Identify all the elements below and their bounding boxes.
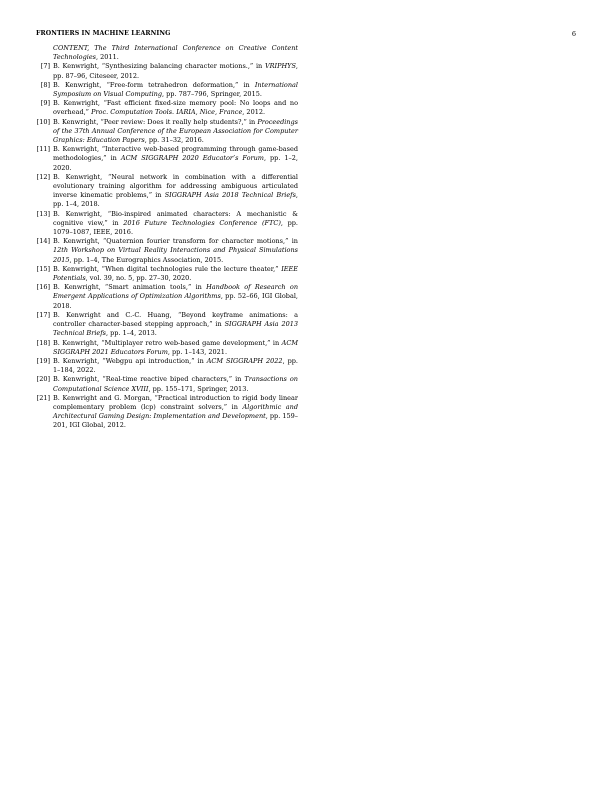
reference-venue: IEEE Potentials — [53, 264, 298, 283]
reference-text: , pp. 1–143, 2021. — [167, 347, 228, 356]
reference-text: B. Kenwright, “Webgpu api introduction,” in — [53, 356, 207, 365]
reference-text: B. Kenwright, “Smart animation tools,” in — [53, 283, 207, 292]
reference-number: [8] — [40, 80, 50, 89]
reference-text: , pp. 155–171, Springer, 2013. — [148, 384, 249, 393]
reference-number: [18] — [36, 338, 50, 347]
reference-entry — [36, 237, 298, 265]
reference-list — [36, 44, 298, 431]
reference-number: [14] — [36, 237, 50, 246]
reference-text: , vol. 39, no. 5, pp. 27–30, 2020. — [85, 274, 192, 283]
page-number: 6 — [571, 30, 576, 38]
reference-venue: 2016 Future Technologies Conference (FTC) — [123, 218, 281, 227]
reference-text: , pp. 87–96, Citeseer, 2012. — [53, 62, 298, 80]
reference-text: , pp. 1–4, The Eurographics Association, 2015. — [69, 255, 224, 264]
reference-entry — [36, 394, 298, 431]
reference-entry — [36, 44, 298, 62]
reference-text: B. Kenwright, “When digital technologies rule the lecture theater,” — [53, 264, 282, 273]
reference-venue: ACM SIGGRAPH 2020 Educator’s Forum — [120, 154, 264, 163]
reference-entry — [36, 339, 298, 357]
reference-venue: SIGGRAPH Asia 2018 Technical Briefs — [164, 191, 296, 200]
reference-number: [20] — [36, 375, 50, 384]
reference-entry — [36, 173, 298, 210]
reference-venue: ACM SIGGRAPH 2021 Educators Forum — [53, 338, 298, 356]
reference-venue: CONTENT, The Third International Conference on Creative Content Technologies — [53, 44, 298, 62]
reference-entry — [36, 118, 298, 146]
reference-text: B. Kenwright, “Real-time reactive biped characters,” in — [53, 375, 245, 384]
reference-text: B. Kenwright, “Synthesizing balancing character motions.,” in — [53, 62, 265, 71]
reference-text: , pp. 52–66, IGI Global, 2018. — [53, 292, 298, 310]
reference-text: , 2011. — [96, 53, 119, 62]
reference-entry — [36, 375, 298, 393]
reference-number: [15] — [36, 264, 50, 273]
reference-number: [16] — [36, 283, 50, 292]
reference-venue: International Symposium on Visual Computing — [53, 80, 298, 99]
reference-text: B. Kenwright, “Peer review: Does it really help students?,” in — [53, 117, 258, 126]
reference-text: , pp. 31–32, 2016. — [144, 136, 204, 145]
reference-text: , pp. 1079–1087, IEEE, 2016. — [53, 218, 298, 237]
reference-number: [10] — [36, 117, 50, 126]
reference-number: [9] — [40, 99, 50, 108]
reference-venue: Transactions on Computational Science XVIII — [53, 375, 298, 393]
reference-entry — [36, 283, 298, 311]
reference-venue: 12th Workshop on Virtual Reality Interactions and Physical Simulations 2015 — [53, 246, 298, 264]
reference-number: [7] — [40, 62, 50, 71]
reference-entry — [36, 81, 298, 99]
reference-number: [11] — [36, 145, 50, 154]
reference-venue: VRIPHYS — [264, 62, 296, 71]
reference-number: [21] — [36, 393, 50, 402]
reference-text: , pp. 1–4, 2013. — [105, 329, 157, 338]
reference-entry — [36, 62, 298, 80]
running-head: FRONTIERS IN MACHINE LEARNING — [36, 30, 171, 37]
reference-entry — [36, 99, 298, 117]
reference-text: , pp. 1–2, 2020. — [53, 154, 298, 172]
reference-text: B. Kenwright and G. Morgan, “Practical introduction to rigid body linear complementary problem (lcp) constraint solvers,” in — [53, 393, 298, 411]
reference-number: [17] — [36, 310, 50, 319]
reference-venue: Proceedings of the 37th Annual Conference of the European Association for Computer Graphics: Education Papers — [53, 117, 298, 145]
reference-text: , pp. 1–4, 2018. — [53, 191, 298, 209]
reference-text: B. Kenwright, “Bio-inspired animated characters: A mechanistic & cognitive view,” in — [53, 209, 298, 227]
reference-entry — [36, 145, 298, 173]
reference-text: B. Kenwright and C.-C. Huang, “Beyond keyframe animations: a controller character-based stepping approach,” in — [53, 310, 298, 329]
reference-number: [12] — [36, 172, 50, 181]
reference-venue: Algorithmic and Architectural Gaming Design: Implementation and Development — [53, 402, 298, 421]
reference-entry — [36, 265, 298, 283]
reference-venue: Proc. Computation Tools. IARIA, Nice, France — [91, 108, 243, 117]
reference-text: , pp. 159–201, IGI Global, 2012. — [53, 412, 299, 430]
reference-text: , pp. 1–184, 2022. — [53, 356, 298, 375]
page-header — [36, 30, 576, 40]
reference-venue: ACM SIGGRAPH 2022 — [206, 356, 283, 365]
reference-text: B. Kenwright, “Quaternion fourier transform for character motions,” in — [53, 237, 298, 246]
reference-text: B. Kenwright, “Multiplayer retro web-based game development,” in — [53, 338, 282, 347]
reference-text: B. Kenwright, “Free-form tetrahedron deformation,” in — [53, 80, 255, 89]
reference-text: B. Kenwright, “Interactive web-based programming through game-based methodologies,” in — [53, 145, 298, 163]
reference-entry — [36, 311, 298, 339]
reference-venue: Handbook of Research on Emergent Applications of Optimization Algorithms — [53, 283, 298, 301]
reference-entry — [36, 357, 298, 375]
reference-venue: SIGGRAPH Asia 2013 Technical Briefs — [53, 320, 298, 338]
reference-text: B. Kenwright, “Fast efficient fixed-size memory pool: No loops and no overhead,” — [53, 99, 298, 117]
reference-number: [13] — [36, 209, 50, 218]
reference-text: B. Kenwright, “Neural network in combination with a differential evolutionary training algorithm for addressing ambiguous articulated inverse kinematic problems,” in — [53, 172, 298, 200]
reference-text: , 2012. — [242, 108, 266, 117]
reference-text: , pp. 787–796, Springer, 2015. — [162, 90, 262, 99]
reference-number: [19] — [36, 356, 50, 365]
reference-entry — [36, 210, 298, 238]
